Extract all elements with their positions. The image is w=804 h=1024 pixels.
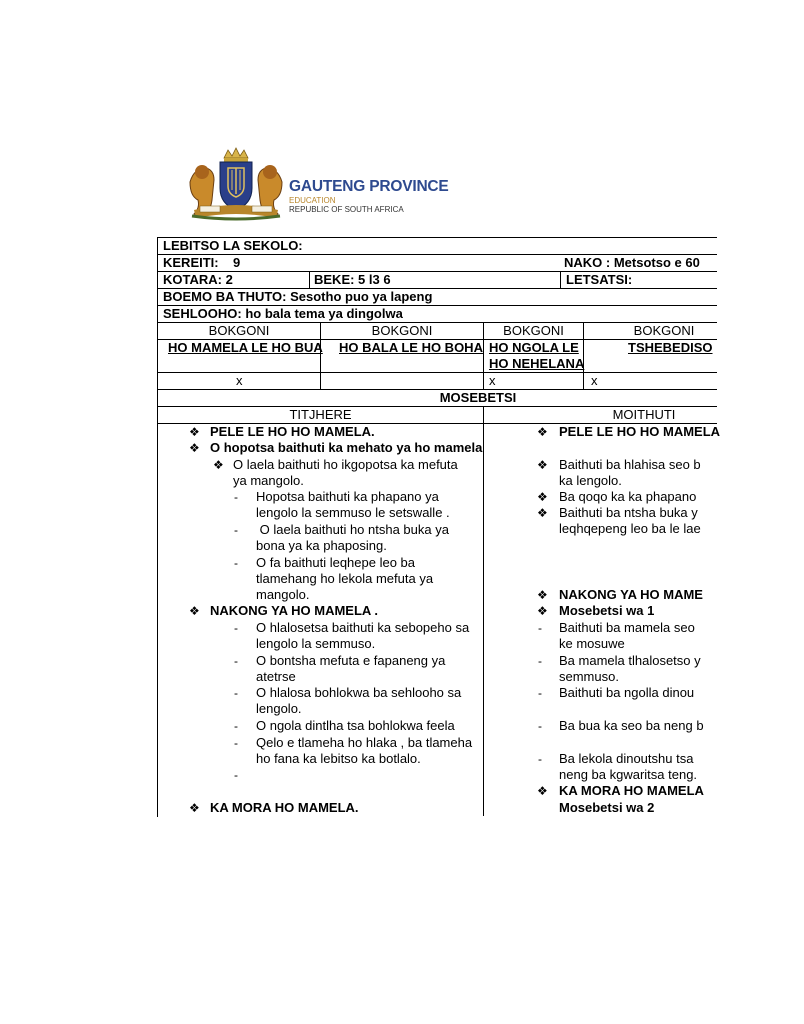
list-item: NAKONG YA HO MAME xyxy=(559,587,703,602)
teacher-column-head: TITJHERE xyxy=(289,407,352,422)
skill-reading-viewing: HO BALA LE HO BOHA xyxy=(339,340,483,355)
list-item: Baithuti ba mamela seo xyxy=(559,620,695,635)
logo-title: GAUTENG PROVINCE xyxy=(289,178,449,195)
learner-column-head: MOITHUTI xyxy=(612,407,676,422)
list-item: O hopotsa baithuti ka mehato ya ho mamela xyxy=(210,440,483,455)
dash-bullet-icon: - xyxy=(234,490,238,504)
skill-head-4: BOKGONI xyxy=(633,323,695,338)
list-item: neng ba kgwaritsa teng. xyxy=(559,767,698,782)
dash-bullet-icon: - xyxy=(234,523,238,537)
list-item: Ba bua ka seo ba neng b xyxy=(559,718,704,733)
list-item: Ba lekola dinoutshu tsa xyxy=(559,751,694,766)
diamond-bullet-icon: ❖ xyxy=(537,784,548,798)
list-item: O ngola dintlha tsa bohlokwa feela xyxy=(256,718,455,733)
activities-title: MOSEBETSI xyxy=(439,390,517,405)
diamond-bullet-icon: ❖ xyxy=(537,458,548,472)
skill-language-use: TSHEBEDISO xyxy=(628,340,713,355)
diamond-bullet-icon: ❖ xyxy=(537,588,548,602)
list-item: Mosebetsi wa 1 xyxy=(559,603,655,618)
list-item: Ba mamela tlhalosetso y xyxy=(559,653,701,668)
subject-label: BOEMO BA THUTO: Sesotho puo ya lapeng xyxy=(163,289,433,304)
week-label: BEKE: 5 l3 6 xyxy=(314,272,391,287)
skill-mark-2: x xyxy=(489,373,496,388)
diamond-bullet-icon: ❖ xyxy=(537,506,548,520)
list-item: Qelo e tlameha ho hlaka , ba tlameha xyxy=(256,735,473,750)
list-item: ka lengolo. xyxy=(559,473,622,488)
dash-bullet-icon: - xyxy=(538,654,542,668)
list-item: PELE LE HO HO MAMELA xyxy=(559,424,721,439)
list-item: lengolo la semmuso le setswalle . xyxy=(256,505,450,520)
list-item: mangolo. xyxy=(256,587,310,602)
dash-bullet-icon: - xyxy=(234,621,238,635)
dash-bullet-icon: - xyxy=(538,686,542,700)
diamond-bullet-icon: ❖ xyxy=(213,458,224,472)
list-item: lengolo. xyxy=(256,701,302,716)
dash-bullet-icon: - xyxy=(234,719,238,733)
list-item: Hopotsa baithuti ka phapano ya xyxy=(256,489,439,504)
skill-head-2: BOKGONI xyxy=(371,323,433,338)
diamond-bullet-icon: ❖ xyxy=(537,604,548,618)
skill-listening-speaking: HO MAMELA LE HO BUA xyxy=(168,340,323,355)
logo-subtitle: EDUCATION xyxy=(289,196,336,205)
list-item: ya mangolo. xyxy=(233,473,304,488)
list-item: Baithuti ba hlahisa seo b xyxy=(559,457,701,472)
list-item: O bontsha mefuta e fapaneng ya xyxy=(256,653,446,668)
grade-label: KEREITI: 9 xyxy=(163,255,241,270)
list-item: O hlalosa bohlokwa ba sehlooho sa xyxy=(256,685,462,700)
school-name-label: LEBITSO LA SEKOLO: xyxy=(163,238,303,253)
skill-writing-line1: HO NGOLA LE xyxy=(489,340,579,355)
skill-writing-line2: HO NEHELANA xyxy=(489,356,585,371)
list-item: O laela baithuti ho ikgopotsa ka mefuta xyxy=(233,457,458,472)
list-item: Ba qoqo ka ka phapano xyxy=(559,489,697,504)
dash-bullet-icon: - xyxy=(234,736,238,750)
list-item: ke mosuwe xyxy=(559,636,625,651)
skill-head-3: BOKGONI xyxy=(503,323,564,338)
diamond-bullet-icon: ❖ xyxy=(189,425,200,439)
diamond-bullet-icon: ❖ xyxy=(537,490,548,504)
list-item: ho fana ka lebitso ka botlalo. xyxy=(256,751,421,766)
logo-country: REPUBLIC OF SOUTH AFRICA xyxy=(289,205,404,214)
dash-bullet-icon: - xyxy=(234,556,238,570)
list-item: leqhqepeng leo ba le lae xyxy=(559,521,701,536)
diamond-bullet-icon: ❖ xyxy=(189,801,200,815)
list-item: bona ya ka phaposing. xyxy=(256,538,387,553)
dash-bullet-icon: - xyxy=(234,686,238,700)
list-item: KA MORA HO MAMELA xyxy=(559,783,704,798)
term-label: KOTARA: 2 xyxy=(163,272,233,287)
list-item: O hlalosetsa baithuti ka sebopeho sa xyxy=(256,620,470,635)
list-item: Baithuti ba ntsha buka y xyxy=(559,505,698,520)
list-item: O fa baithuti leqhepe leo ba xyxy=(256,555,416,570)
diamond-bullet-icon: ❖ xyxy=(537,425,548,439)
dash-bullet-icon: - xyxy=(538,752,542,766)
dash-bullet-icon: - xyxy=(538,621,542,635)
skill-mark-3: x xyxy=(591,373,598,388)
dash-bullet-icon: - xyxy=(538,719,542,733)
diamond-bullet-icon: ❖ xyxy=(189,604,200,618)
list-item: O laela baithuti ho ntsha buka ya xyxy=(256,522,449,537)
dash-bullet-icon: - xyxy=(234,768,238,782)
list-item: Mosebetsi wa 2 xyxy=(559,800,655,815)
date-label: LETSATSI: xyxy=(566,272,633,287)
list-item: KA MORA HO MAMELA. xyxy=(210,800,359,815)
list-item: Baithuti ba ngolla dinou xyxy=(559,685,695,700)
list-item: semmuso. xyxy=(559,669,619,684)
list-item: atetrse xyxy=(256,669,296,684)
skill-head-1: BOKGONI xyxy=(208,323,270,338)
skill-mark-1: x xyxy=(236,373,243,388)
time-label: NAKO : Metsotso e 60 xyxy=(564,255,700,270)
list-item: lengolo la semmuso. xyxy=(256,636,376,651)
list-item: NAKONG YA HO MAMELA . xyxy=(210,603,379,618)
list-item: tlamehang ho lekola mefuta ya xyxy=(256,571,434,586)
diamond-bullet-icon: ❖ xyxy=(189,441,200,455)
dash-bullet-icon: - xyxy=(234,654,238,668)
list-item: PELE LE HO HO MAMELA. xyxy=(210,424,375,439)
topic-label: SEHLOOHO: ho bala tema ya dingolwa xyxy=(163,306,403,321)
